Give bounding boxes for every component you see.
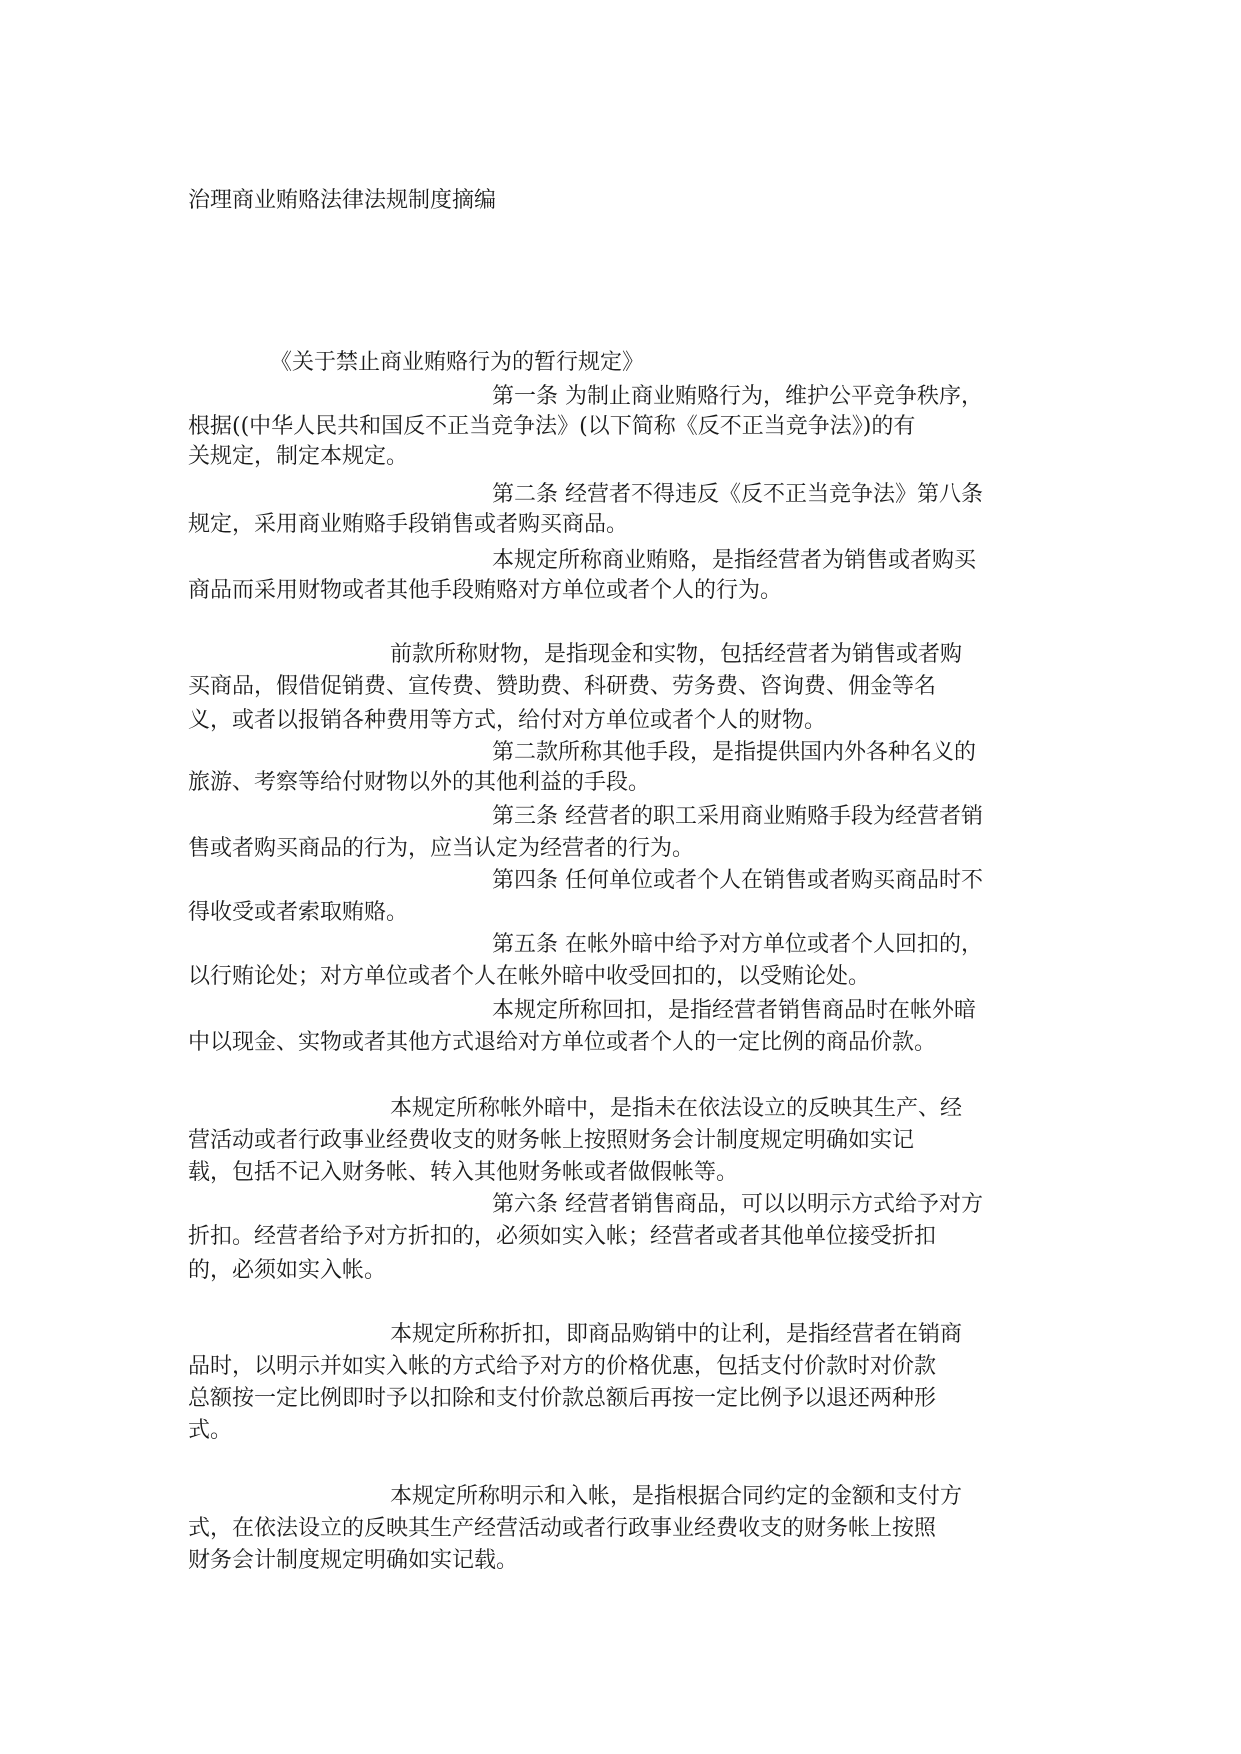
text-line: 本规定所称商业贿赂，是指经营者为销售或者购买 [492, 548, 977, 573]
text-line: 关规定，制定本规定。 [188, 444, 409, 469]
text-line: 第五条 在帐外暗中给予对方单位或者个人回扣的， [492, 932, 983, 957]
text-line: 根据((中华人民共和国反不正当竞争法》(以下简称《反不正当竞争法》)的有 [188, 414, 916, 439]
text-line: 第四条 任何单位或者个人在销售或者购买商品时不 [492, 868, 983, 893]
text-line: 旅游、考察等给付财物以外的其他利益的手段。 [188, 770, 651, 795]
text-line: 载，包括不记入财务帐、转入其他财务帐或者做假帐等。 [188, 1160, 739, 1185]
text-line: 式。 [188, 1418, 233, 1443]
text-line: 的，必须如实入帐。 [188, 1258, 387, 1283]
regulation-title: 《关于禁止商业贿赂行为的暂行规定》 [270, 350, 645, 375]
text-line: 第三条 经营者的职工采用商业贿赂手段为经营者销 [492, 804, 983, 829]
text-line: 第二条 经营者不得违反《反不正当竞争法》第八条 [492, 482, 983, 507]
text-line: 前款所称财物，是指现金和实物，包括经营者为销售或者购 [390, 642, 963, 667]
text-line: 本规定所称帐外暗中，是指未在依法设立的反映其生产、经 [390, 1096, 963, 1121]
text-line: 本规定所称折扣，即商品购销中的让利，是指经营者在销商 [390, 1322, 963, 1347]
text-line: 买商品，假借促销费、宣传费、赞助费、科研费、劳务费、咨询费、佣金等名 [188, 674, 937, 699]
text-line: 规定，采用商业贿赂手段销售或者购买商品。 [188, 512, 629, 537]
document-title: 治理商业贿赂法律法规制度摘编 [188, 188, 497, 213]
text-line: 中以现金、实物或者其他方式退给对方单位或者个人的一定比例的商品价款。 [188, 1030, 937, 1055]
text-line: 第六条 经营者销售商品，可以以明示方式给予对方 [492, 1192, 983, 1217]
text-line: 折扣。经营者给予对方折扣的，必须如实入帐；经营者或者其他单位接受折扣 [188, 1224, 937, 1249]
text-line: 以行贿论处；对方单位或者个人在帐外暗中收受回扣的，以受贿论处。 [188, 964, 871, 989]
text-line: 式，在依法设立的反映其生产经营活动或者行政事业经费收支的财务帐上按照 [188, 1516, 937, 1541]
text-line: 营活动或者行政事业经费收支的财务帐上按照财务会计制度规定明确如实记 [188, 1128, 915, 1153]
text-line: 得收受或者索取贿赂。 [188, 900, 409, 925]
text-line: 品时，以明示并如实入帐的方式给予对方的价格优惠，包括支付价款时对价款 [188, 1354, 937, 1379]
text-line: 本规定所称明示和入帐，是指根据合同约定的金额和支付方 [390, 1484, 963, 1509]
text-line: 本规定所称回扣，是指经营者销售商品时在帐外暗 [492, 998, 977, 1023]
text-line: 财务会计制度规定明确如实记载。 [188, 1548, 519, 1573]
text-line: 第一条 为制止商业贿赂行为，维护公平竞争秩序， [492, 384, 983, 409]
text-line: 售或者购买商品的行为，应当认定为经营者的行为。 [188, 836, 695, 861]
text-line: 第二款所称其他手段，是指提供国内外各种名义的 [492, 740, 977, 765]
text-line: 商品而采用财物或者其他手段贿赂对方单位或者个人的行为。 [188, 578, 783, 603]
text-line: 义，或者以报销各种费用等方式，给付对方单位或者个人的财物。 [188, 708, 827, 733]
text-line: 总额按一定比例即时予以扣除和支付价款总额后再按一定比例予以退还两种形 [188, 1386, 937, 1411]
